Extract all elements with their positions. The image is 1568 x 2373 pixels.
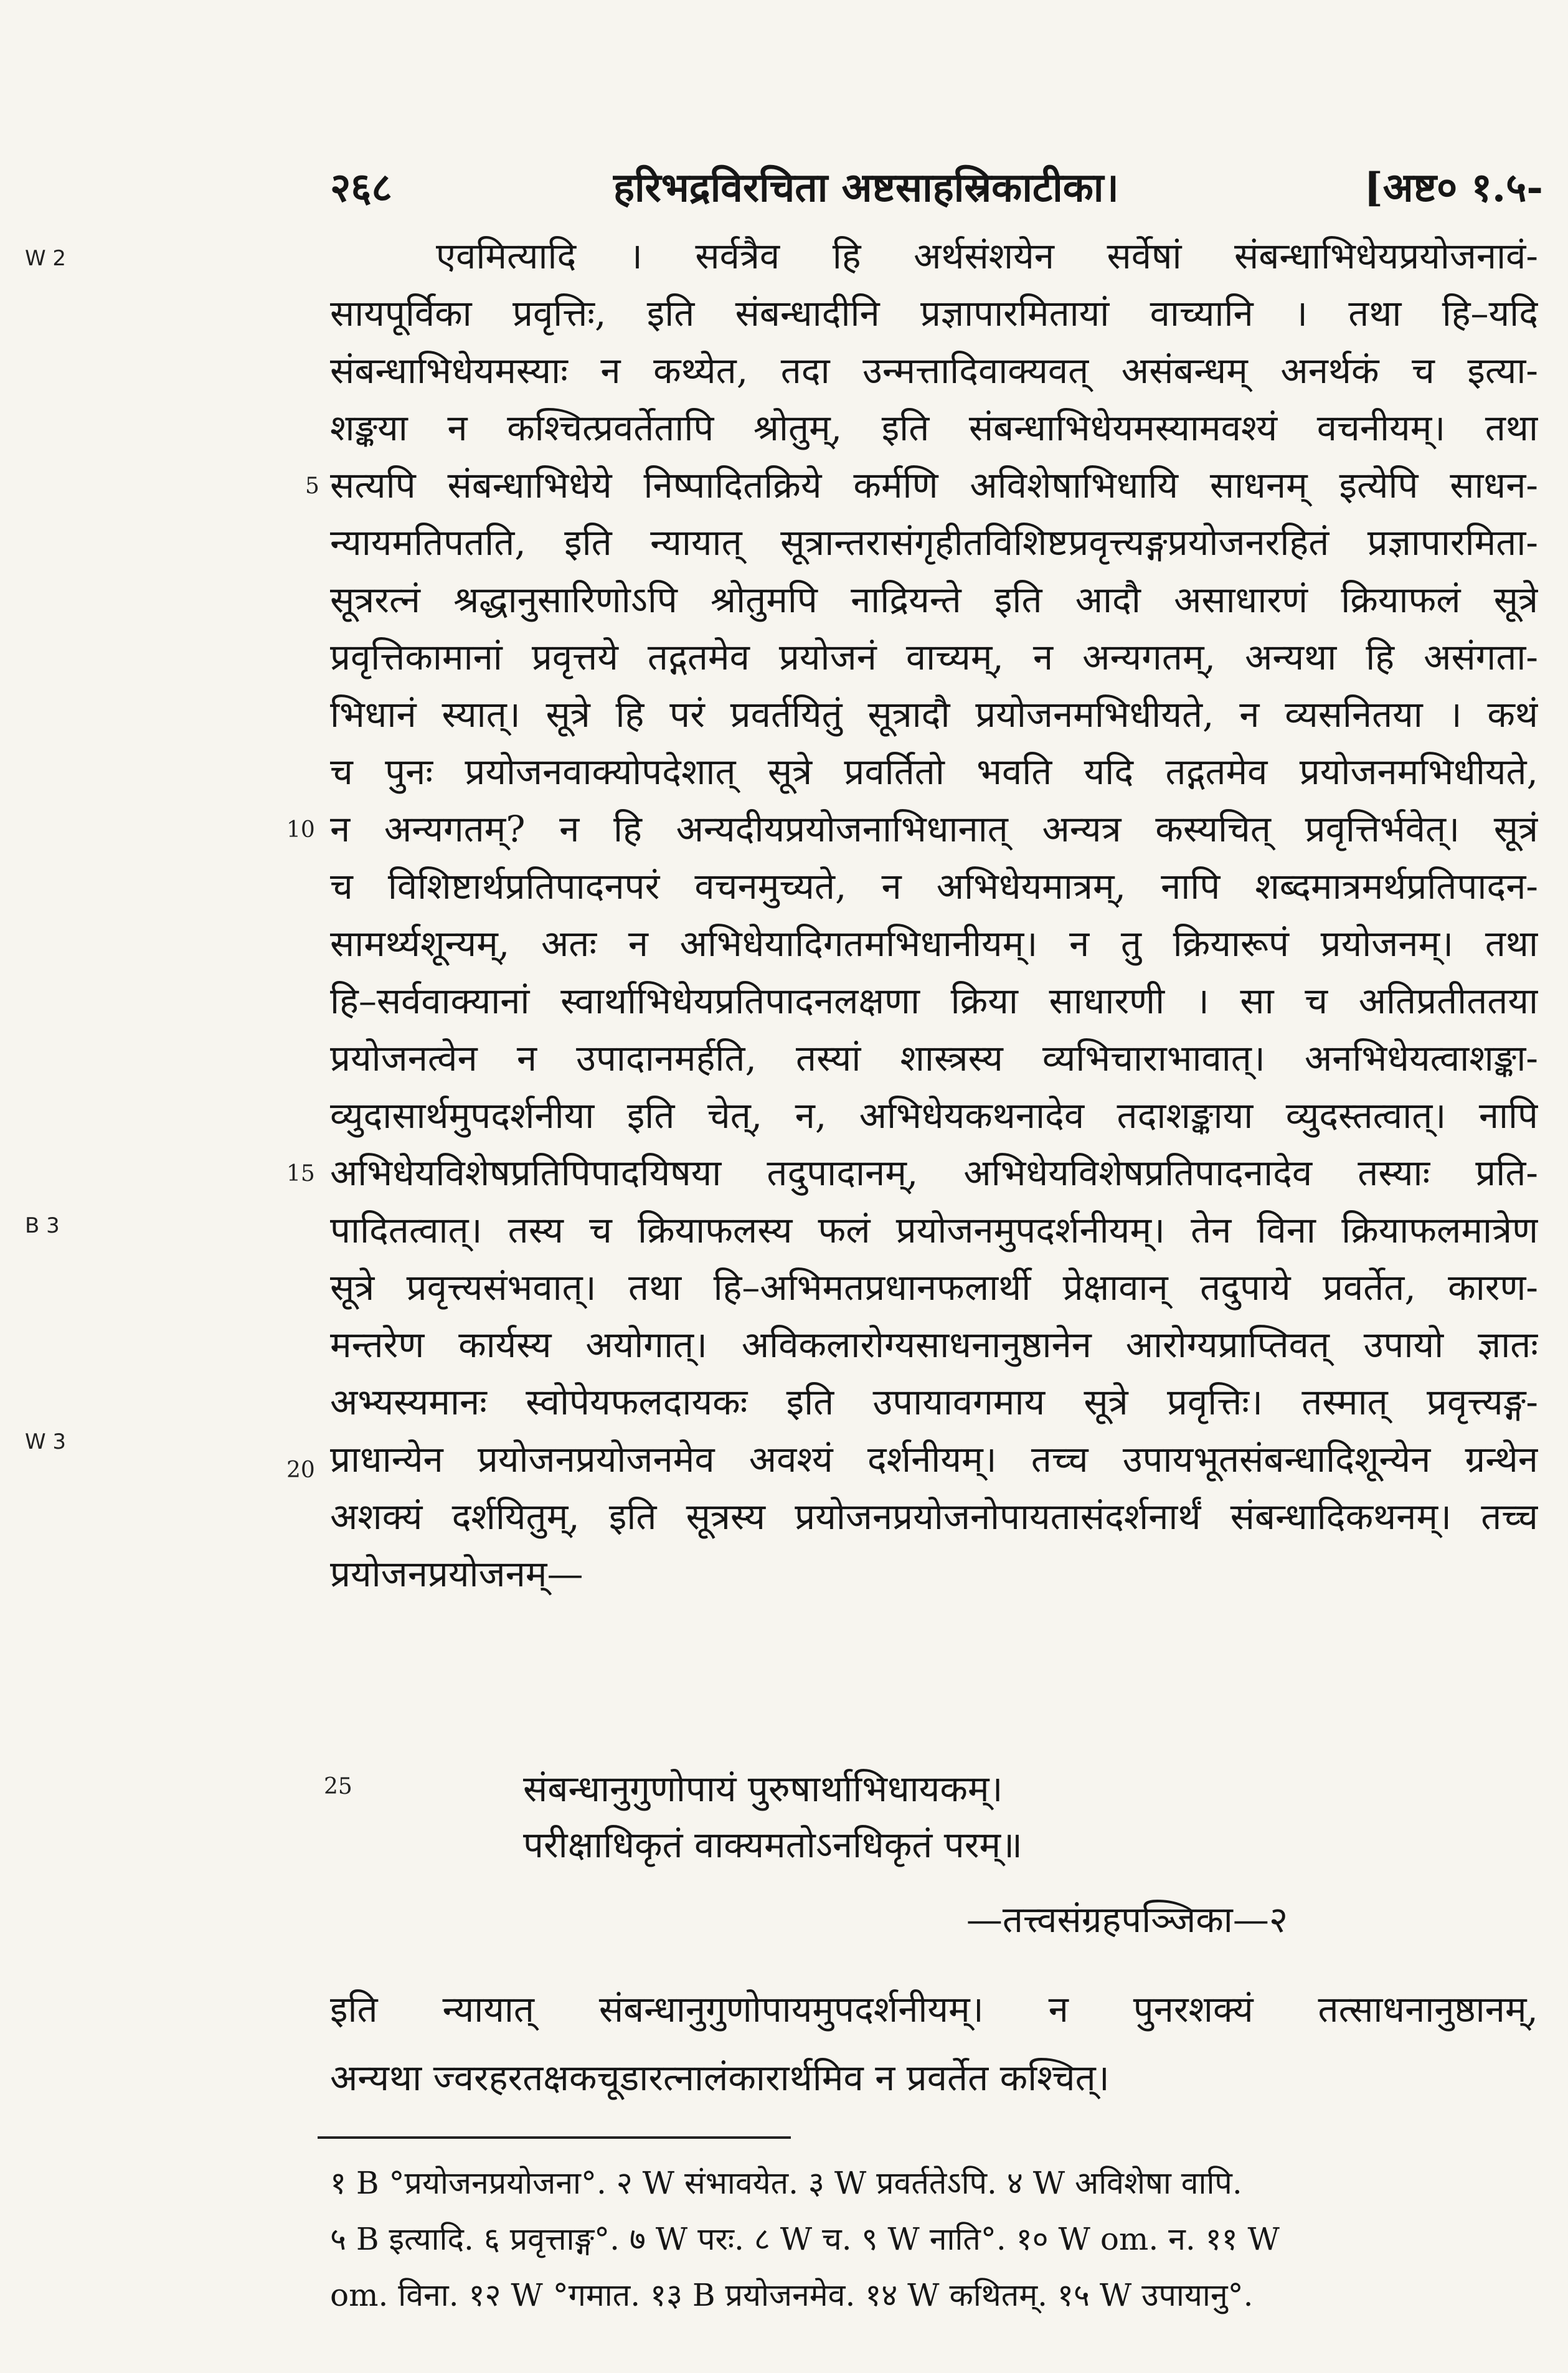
text-line: न्यायमतिपतति, इति न्यायात् सूत्रान्तरासंगृहीतविशिष्टप्रवृत्त्यङ्गप्रयोजनरहितं प्रज्ञापारमिता- — [330, 521, 1538, 564]
footnote-rule — [318, 2136, 791, 2139]
text-line: पादितत्वात्। तस्य च क्रियाफलस्य फलं प्रयोजनमुपदर्शनीयम्। तेन विना क्रियाफलमात्रेण — [330, 1209, 1538, 1251]
section-reference: [अष्ट० १.५- — [1364, 164, 1543, 211]
text-line: प्रवृत्तिकामानां प्रवृत्तये तद्गतमेव प्रयोजनं वाच्यम्, न अन्यगतम्, अन्यथा हि असंगता- — [330, 636, 1538, 678]
text-line: अन्यथा ज्वरहरतक्षकचूडारत्नालंकारार्थमिव न प्रवर्तेत कश्चित्। — [330, 2057, 1110, 2099]
text-line: सूत्ररत्नं श्रद्धानुसारिणोऽपि श्रोतुमपि नाद्रियन्ते इति आदौ असाधारणं क्रियाफलं सूत्रे — [330, 579, 1538, 621]
text-line: अभ्यस्यमानः स्वोपेयफलदायकः इति उपायावगमाय सूत्रे प्रवृत्तिः। तस्मात् प्रवृत्त्यङ्ग- — [330, 1381, 1538, 1423]
text-line: सूत्रे प्रवृत्त्यसंभवात्। तथा हि–अभिमतप्रधानफलार्थी प्रेक्षावान् तदुपाये प्रवर्तेत, कारण- — [330, 1266, 1538, 1309]
verse-line: संबन्धानुगुणोपायं पुरुषार्थाभिधायकम्। — [523, 1768, 1003, 1810]
margin-note: W 2 — [25, 246, 67, 271]
text-line: अभिधेयविशेषप्रतिपिपादयिषया तदुपादानम्, अभिधेयविशेषप्रतिपादनादेव तस्याः प्रति- — [330, 1152, 1538, 1194]
text-line: प्रयोजनप्रयोजनम्— — [330, 1553, 583, 1595]
text-line: च पुनः प्रयोजनवाक्योपदेशात् सूत्रे प्रवर्तितो भवति यदि तद्गतमेव प्रयोजनमभिधीयते, — [330, 751, 1538, 793]
line-number: 20 — [286, 1457, 315, 1483]
line-number: 10 — [286, 817, 315, 843]
line-number: 25 — [324, 1774, 352, 1799]
running-header — [0, 159, 1568, 215]
verse-line: परीक्षाधिकृतं वाक्यमतोऽनधिकृतं परम्॥ — [523, 1824, 1023, 1866]
page-number: २६८ — [330, 164, 392, 211]
line-number: 5 — [305, 473, 319, 499]
margin-note: W 3 — [25, 1429, 67, 1454]
text-line: च विशिष्टार्थप्रतिपादनपरं वचनमुच्यते, न अभिधेयमात्रम्, नापि शब्दमात्रमर्थप्रतिपादन- — [330, 865, 1538, 907]
text-line: अशक्यं दर्शयितुम्, इति सूत्रस्य प्रयोजनप्रयोजनोपायतासंदर्शनार्थं संबन्धादिकथनम्। तच्च — [330, 1495, 1538, 1538]
text-line: सामर्थ्यशून्यम्, अतः न अभिधेयादिगतमभिधानीयम्। न तु क्रियारूपं प्रयोजनम्। तथा — [330, 922, 1538, 965]
text-line: सायपूर्विका प्रवृत्तिः, इति संबन्धादीनि प्रज्ञापारमितायां वाच्यानि । तथा हि–यदि — [330, 292, 1538, 334]
text-line: संबन्धाभिधेयमस्याः न कथ्येत, तदा उन्मत्तादिवाक्यवत् असंबन्धम् अनर्थकं च इत्या- — [330, 349, 1538, 392]
text-line: एवमित्यादि । सर्वत्रैव हि अर्थसंशयेन सर्वेषां संबन्धाभिधेयप्रयोजनावं- — [436, 235, 1538, 277]
margin-note: B 3 — [25, 1213, 60, 1238]
text-line: इति न्यायात् संबन्धानुगुणोपायमुपदर्शनीयम्। न पुनरशक्यं तत्साधनानुष्ठानम्, — [330, 1988, 1538, 2030]
footnote-line: १ B °प्रयोजनप्रयोजना°. २ W संभावयेत. ३ W प्रवर्ततेऽपि. ४ W अविशेषा वापि. — [330, 2165, 1242, 2201]
text-line: प्राधान्येन प्रयोजनप्रयोजनमेव अवश्यं दर्शनीयम्। तच्च उपायभूतसंबन्धादिशून्येन ग्रन्थेन — [330, 1438, 1538, 1480]
footnote-line: ५ B इत्यादि. ६ प्रवृत्ताङ्ग°. ७ W परः. ८ W च. ९ W नाति°. १० W om. न. ११ W — [330, 2221, 1280, 2257]
commentary-text — [330, 227, 1538, 1603]
text-line: प्रयोजनत्वेन न उपादानमर्हति, तस्यां शास्त्रस्य व्यभिचाराभावात्। अनभिधेयत्वाशङ्का- — [330, 1037, 1538, 1079]
text-line: सत्यपि संबन्धाभिधेये निष्पादितक्रिये कर्मणि अविशेषाभिधायि साधनम् इत्येपि साधन- — [330, 464, 1538, 506]
text-line: मन्तरेण कार्यस्य अयोगात्। अविकलारोग्यसाधनानुष्ठानेन आरोग्यप्राप्तिवत् उपायो ज्ञातः — [330, 1324, 1538, 1366]
text-line: हि–सर्ववाक्यानां स्वार्थाभिधेयप्रतिपादनलक्षणा क्रिया साधारणी । सा च अतिप्रतीततया — [330, 980, 1538, 1022]
line-number: 15 — [286, 1161, 315, 1186]
running-title: हरिभद्रविरचिता अष्टसाहस्रिकाटीका। — [613, 164, 1119, 211]
footnote-line: om. विना. १२ W °गमात. १३ B प्रयोजनमेव. १४ W कथितम्. १५ W उपायानु°. — [330, 2277, 1254, 2313]
text-line: शङ्कया न कश्चित्प्रवर्तेतापि श्रोतुम्, इति संबन्धाभिधेयमस्यामवश्यं वचनीयम्। तथा — [330, 407, 1538, 449]
verse-attribution: —तत्त्वसंग्रहपञ्जिका—२ — [966, 1898, 1288, 1941]
text-line: व्युदासार्थमुपदर्शनीया इति चेत्, न, अभिधेयकथनादेव तदाशङ्काया व्युदस्तत्वात्। नापि — [330, 1094, 1538, 1137]
text-line: न अन्यगतम्? न हि अन्यदीयप्रयोजनाभिधानात् अन्यत्र कस्यचित् प्रवृत्तिर्भवेत्। सूत्रं — [330, 808, 1538, 850]
text-line: भिधानं स्यात्। सूत्रे हि परं प्रवर्तयितुं सूत्रादौ प्रयोजनमभिधीयते, न व्यसनितया । कथं — [330, 693, 1538, 736]
